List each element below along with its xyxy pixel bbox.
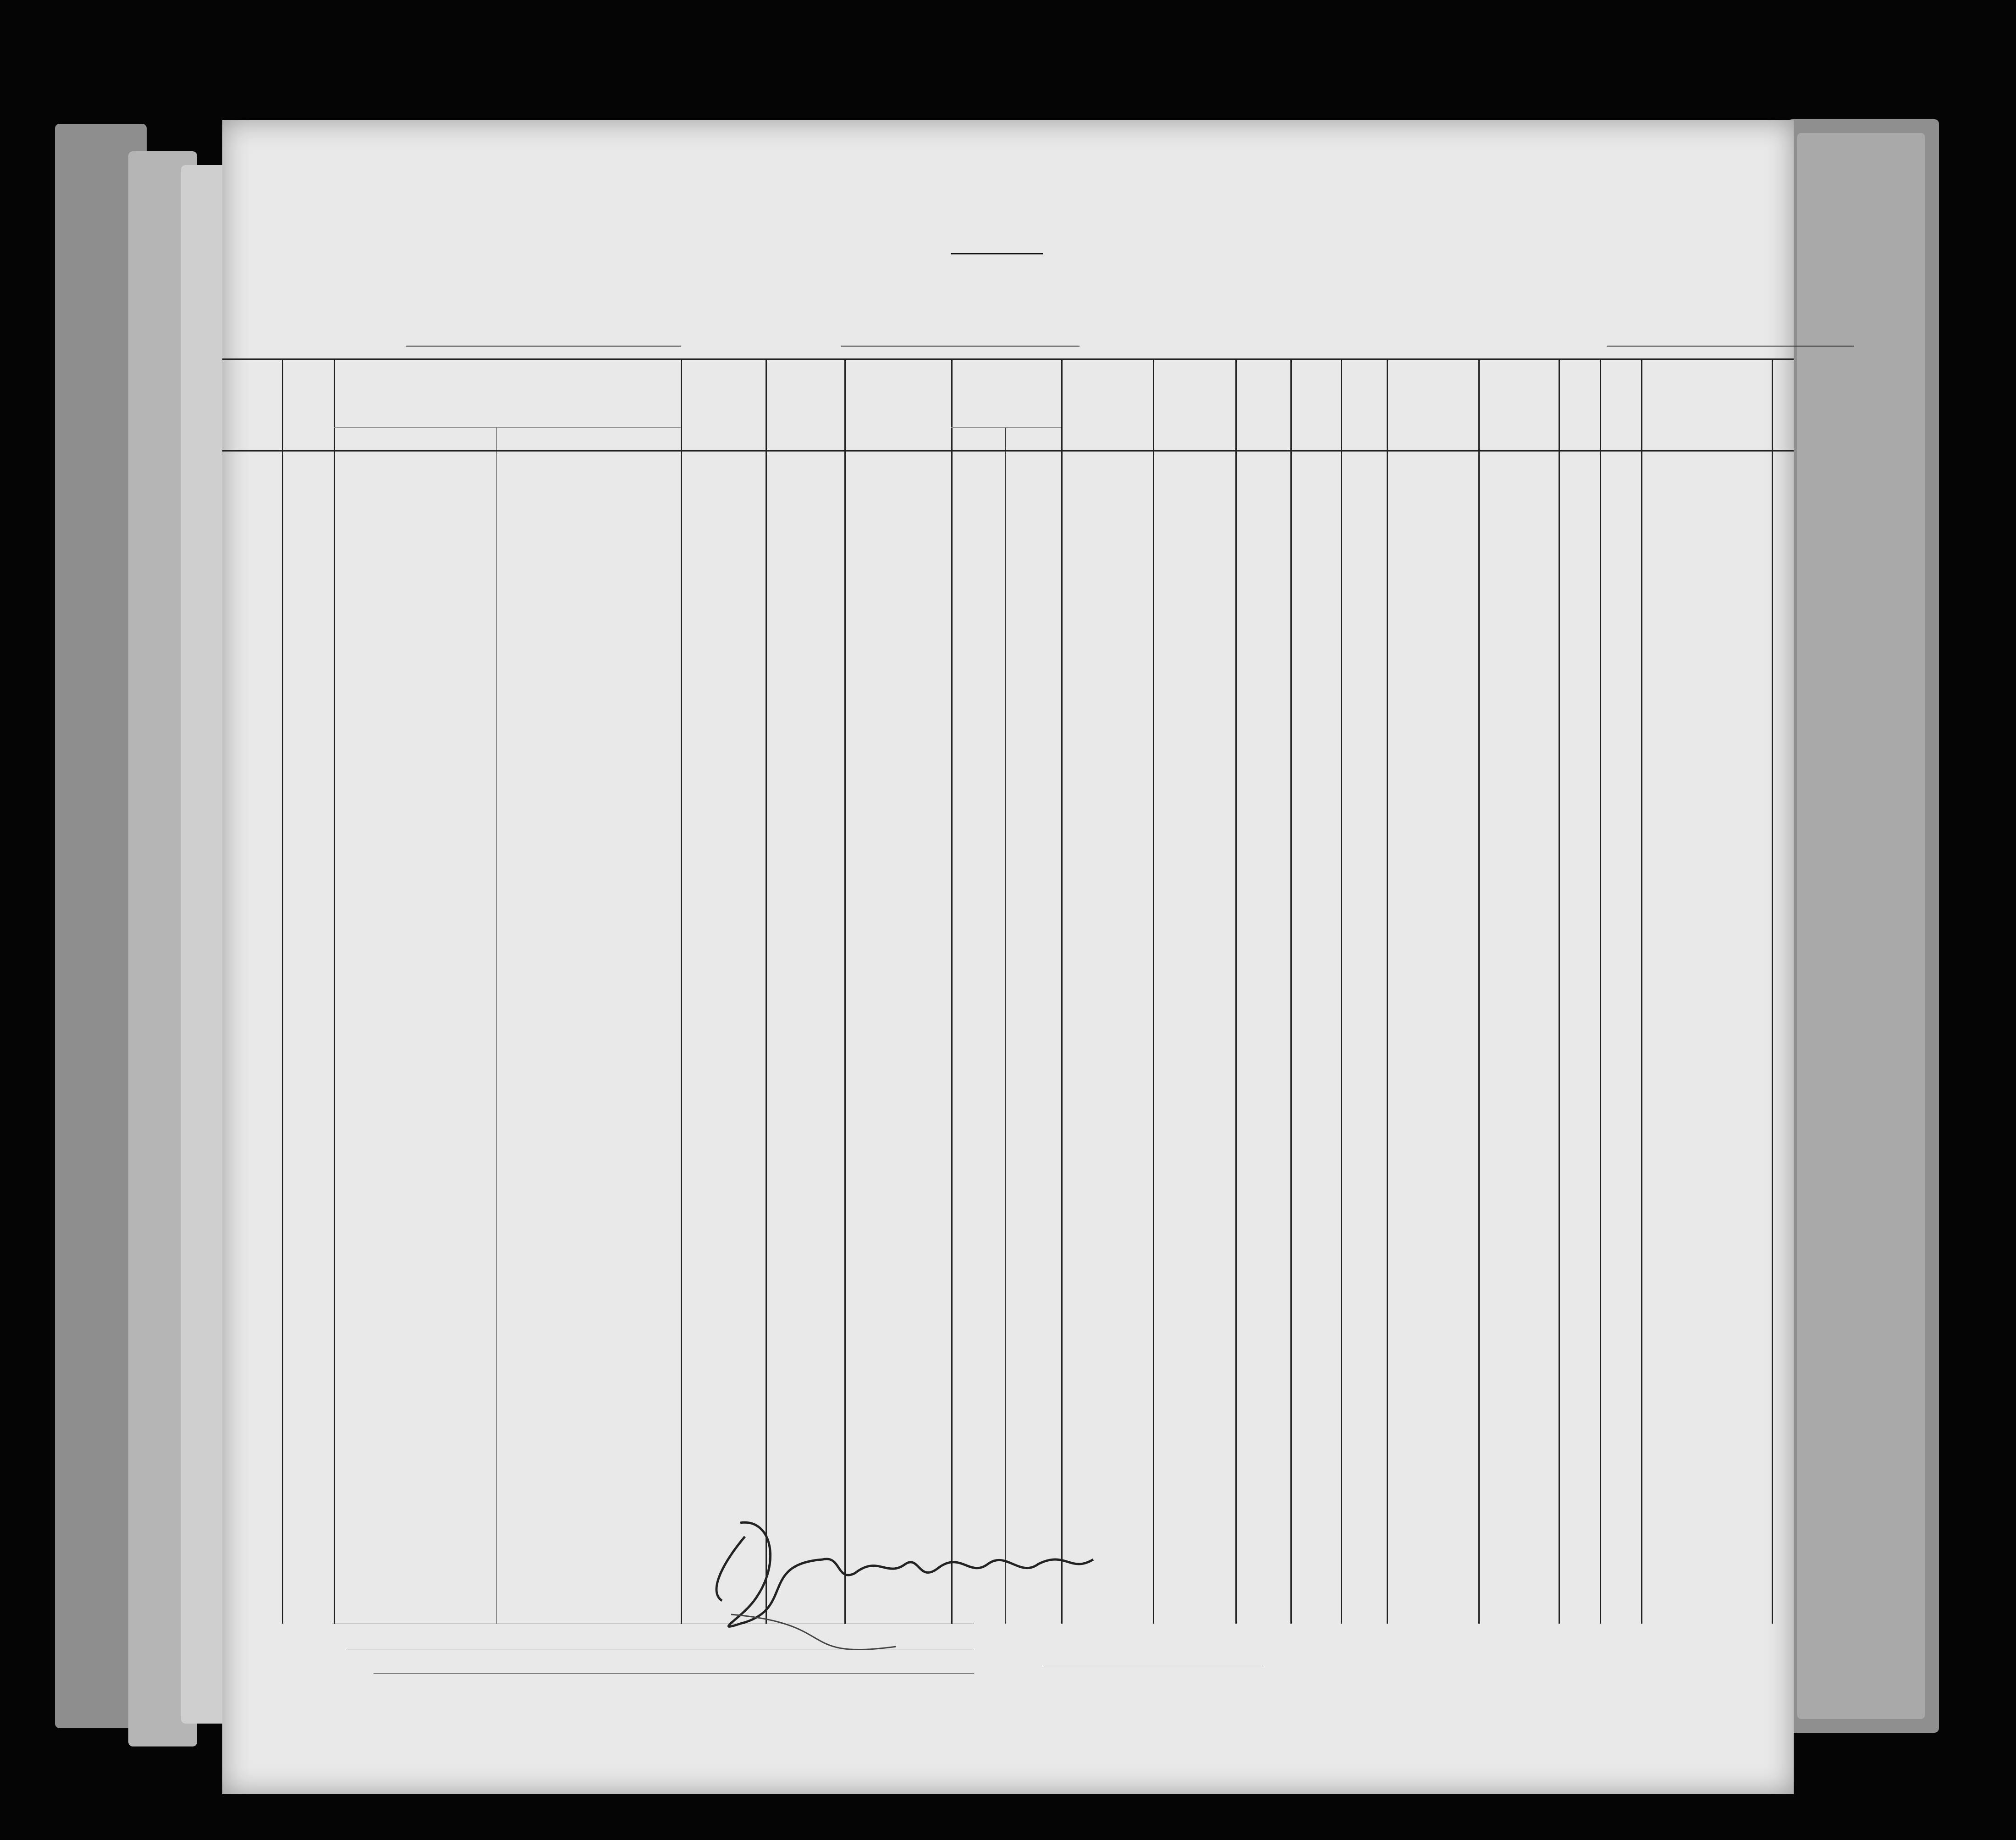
inspector-signature — [704, 1509, 1254, 1656]
manifest-footer — [222, 1614, 1794, 1789]
from-underline — [1607, 346, 1854, 347]
column-rule — [766, 358, 767, 1624]
column-rule — [1559, 358, 1560, 1624]
column-rule — [1600, 358, 1601, 1624]
column-rule — [1387, 358, 1388, 1624]
column-rule — [1772, 358, 1773, 1624]
column-rule — [1061, 358, 1063, 1624]
table-top-rule — [222, 358, 1794, 360]
column-rule — [951, 358, 953, 1624]
background-page-right-2 — [1797, 133, 1925, 1719]
title-rule — [951, 253, 1043, 254]
manifest-page — [222, 120, 1794, 1794]
when-where-split — [1005, 427, 1006, 1624]
name-subheader-rule — [334, 427, 681, 428]
column-rule — [1290, 358, 1292, 1624]
column-rule — [1478, 358, 1480, 1624]
column-rule — [1235, 358, 1237, 1624]
column-rule — [334, 358, 335, 1624]
shipped-subheader-rule — [951, 427, 1061, 428]
column-rule — [681, 358, 682, 1624]
vessel-underline — [406, 346, 681, 347]
name-split-rule — [496, 427, 497, 1624]
column-rule — [1153, 358, 1154, 1624]
column-rule — [844, 358, 846, 1624]
column-rule — [1341, 358, 1342, 1624]
agents-blank — [374, 1673, 974, 1674]
sheet-number — [1755, 184, 1762, 204]
header-bottom-rule — [222, 450, 1794, 452]
manifest-table — [222, 358, 1794, 1642]
column-rule — [1641, 358, 1642, 1624]
column-rule — [282, 358, 283, 1624]
port-underline — [841, 346, 1080, 347]
voyage-line — [332, 322, 1781, 349]
